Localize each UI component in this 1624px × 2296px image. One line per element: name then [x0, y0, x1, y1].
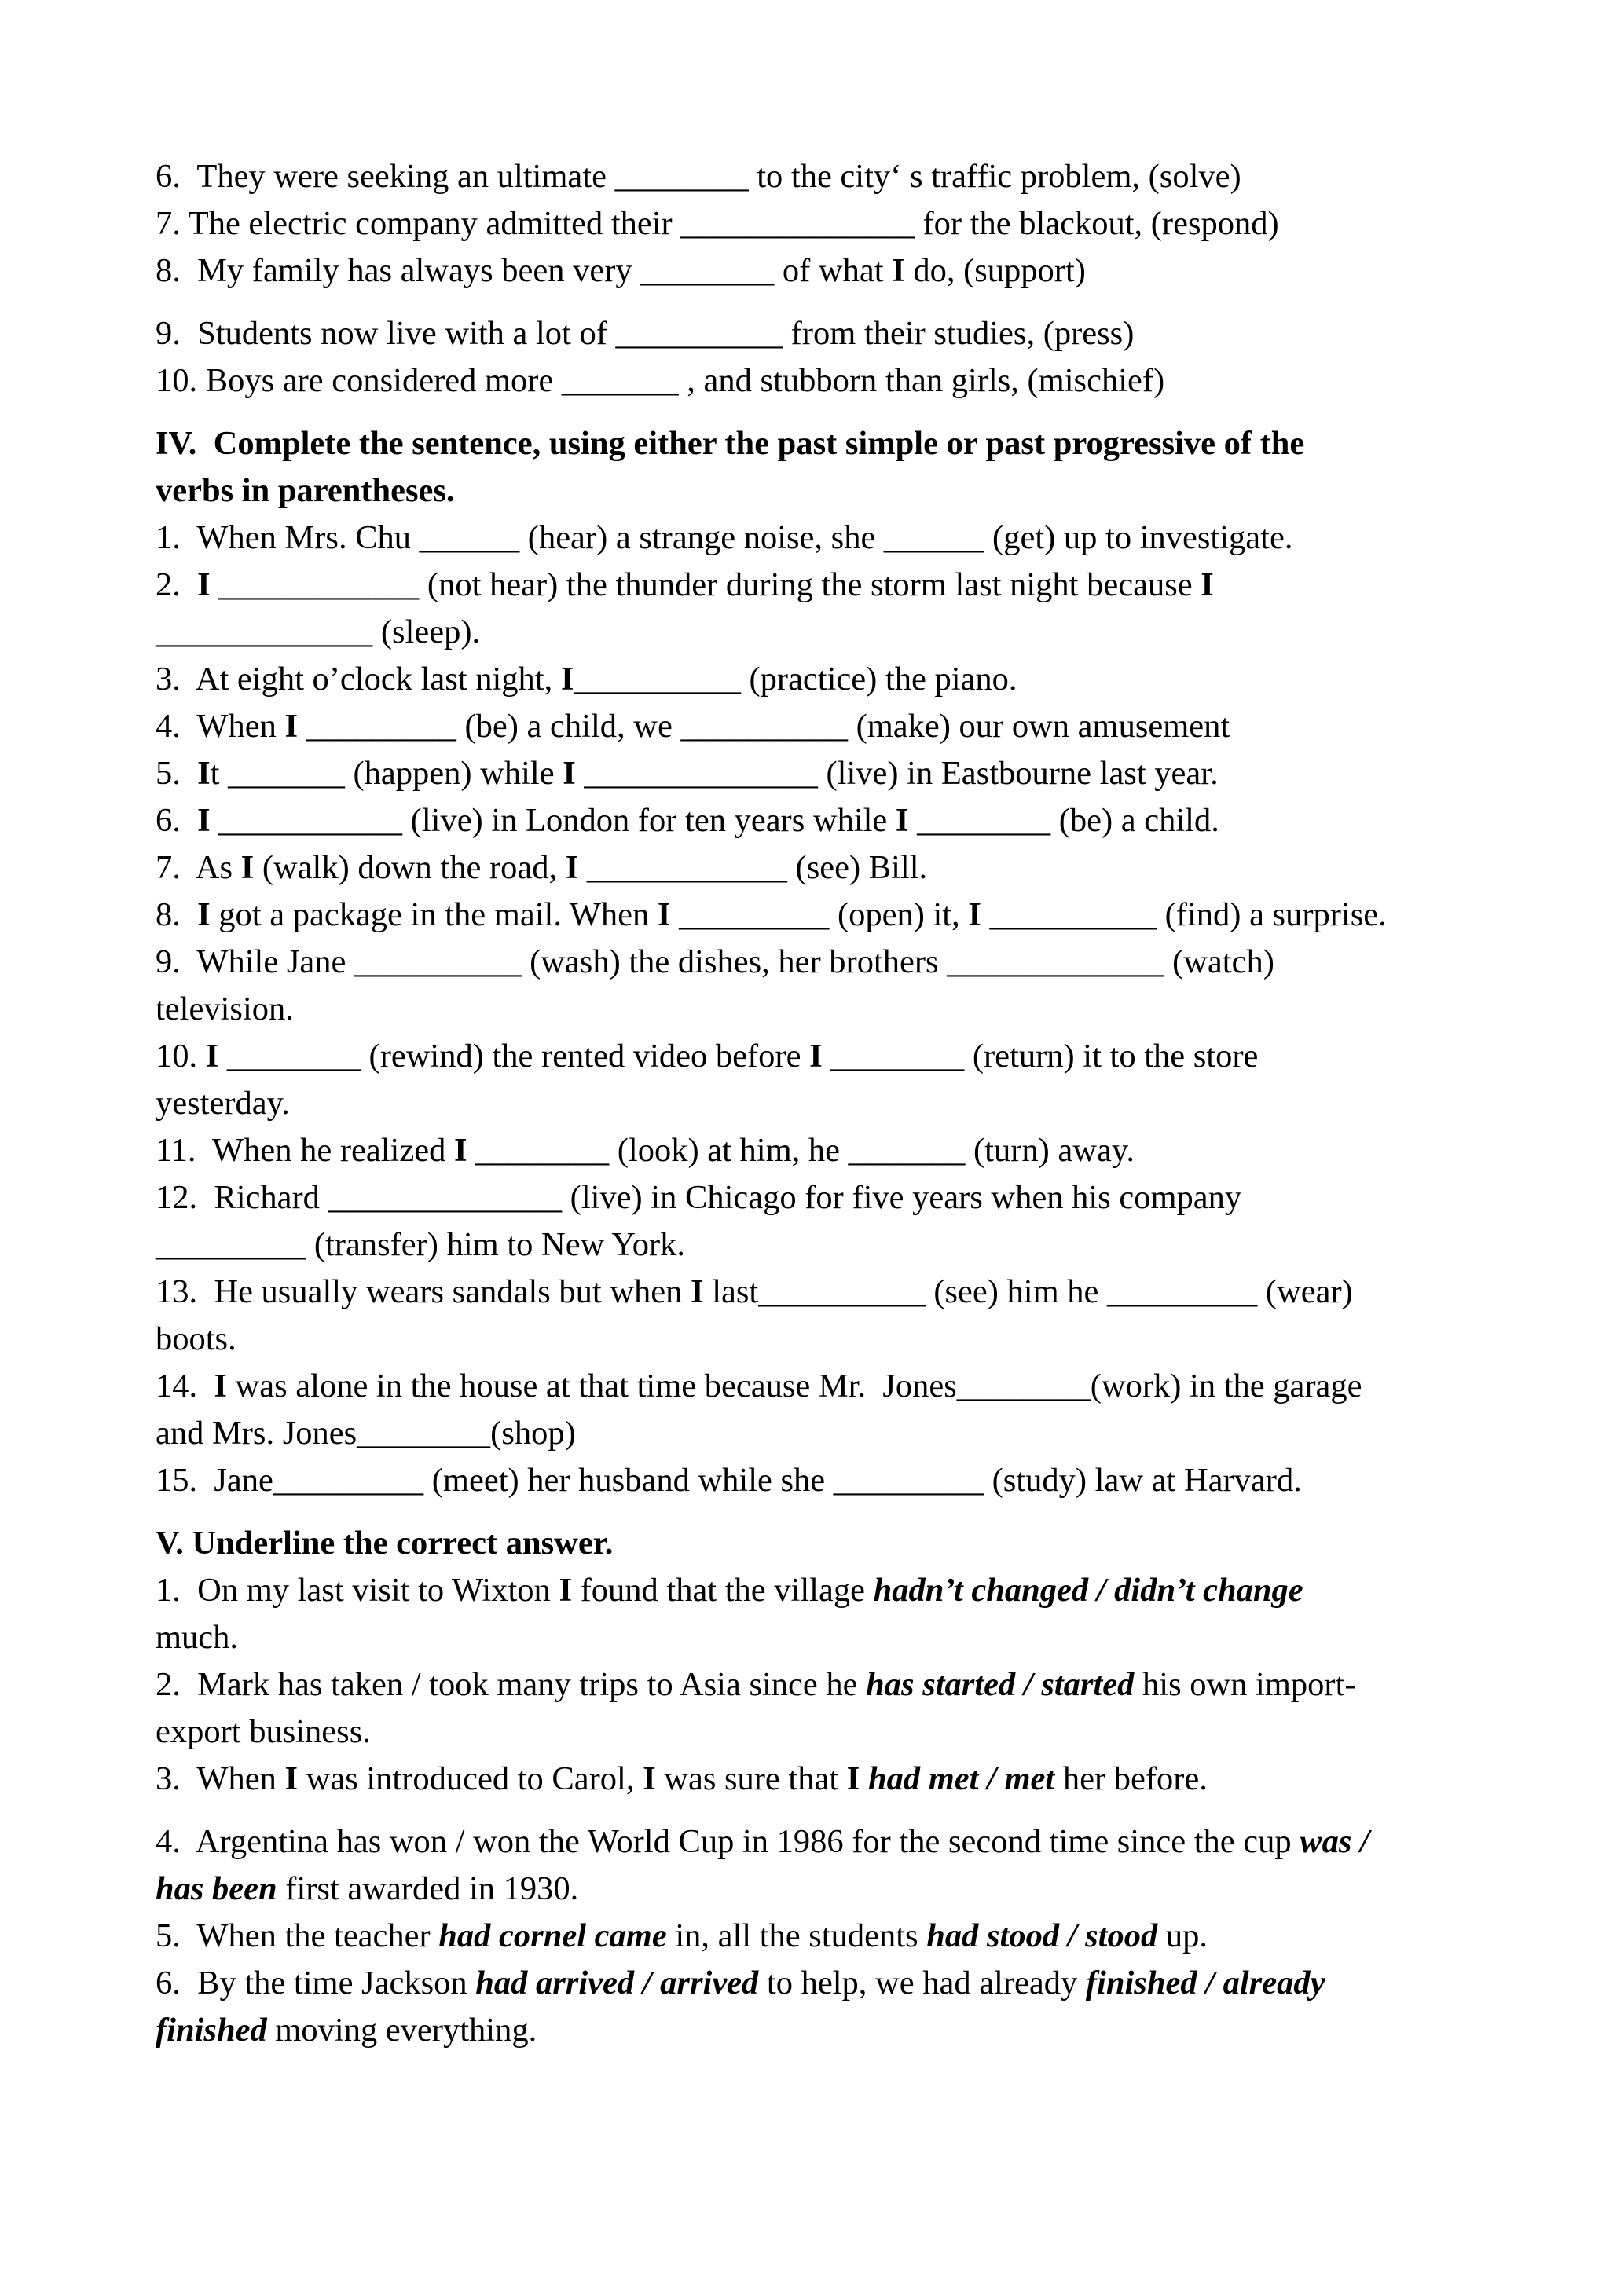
exercise-item: boots.	[156, 1320, 236, 1357]
exercise-item: 15. Jane_________ (meet) her husband while she _________ (study) law at Harvard.	[156, 1462, 1302, 1499]
exercise-item: 14. I was alone in the house at that time because Mr. Jones________(work) in the garage	[156, 1368, 1362, 1404]
exercise-item: yesterday.	[156, 1085, 290, 1122]
exercise-item: 4. When I _________ (be) a child, we __________ (make) our own amusement	[156, 708, 1230, 745]
exercise-item: 2. Mark has taken / took many trips to Asia since he has started / started his own import-	[156, 1666, 1356, 1703]
exercise-item: 8. My family has always been very ________ of what I do, (support)	[156, 252, 1086, 289]
section-4-heading-cont: verbs in parentheses.	[156, 472, 455, 509]
exercise-item: 2. I ____________ (not hear) the thunder during the storm last night because I	[156, 566, 1214, 603]
exercise-item: 5. It _______ (happen) while I ______________ (live) in Eastbourne last year.	[156, 755, 1219, 792]
exercise-item: 10. I ________ (rewind) the rented video before I ________ (return) it to the store	[156, 1038, 1259, 1075]
exercise-item: 7. As I (walk) down the road, I ____________ (see) Bill.	[156, 849, 928, 886]
exercise-item: 6. By the time Jackson had arrived / arrived to help, we had already finished / already	[156, 1965, 1325, 2001]
exercise-item: 9. While Jane __________ (wash) the dishes, her brothers _____________ (watch)	[156, 943, 1274, 980]
exercise-item: and Mrs. Jones________(shop)	[156, 1415, 576, 1452]
exercise-item: 10. Boys are considered more _______ , and stubborn than girls, (mischief)	[156, 362, 1165, 399]
exercise-item: 12. Richard ______________ (live) in Chicago for five years when his company	[156, 1179, 1242, 1216]
exercise-item: has been first awarded in 1930.	[156, 1870, 579, 1907]
section-5-heading: V. Underline the correct answer.	[156, 1525, 614, 1562]
exercise-item: finished moving everything.	[156, 2012, 537, 2049]
exercise-item: 7. The electric company admitted their ______________ for the blackout, (respond)	[156, 205, 1279, 242]
exercise-item: 6. I ___________ (live) in London for ten years while I ________ (be) a child.	[156, 802, 1219, 839]
exercise-item: _____________ (sleep).	[156, 613, 481, 650]
exercise-item: 11. When he realized I ________ (look) at him, he _______ (turn) away.	[156, 1132, 1135, 1169]
exercise-item: 13. He usually wears sandals but when I last__________ (see) him he _________ (wear)	[156, 1273, 1353, 1310]
exercise-item: 8. I got a package in the mail. When I _________ (open) it, I __________ (find) a surprise.	[156, 896, 1387, 933]
exercise-item: television.	[156, 991, 294, 1027]
exercise-item: export business.	[156, 1713, 371, 1750]
exercise-item: 9. Students now live with a lot of __________ from their studies, (press)	[156, 315, 1135, 352]
exercise-item: 5. When the teacher had cornel came in, all the students had stood / stood up.	[156, 1917, 1208, 1954]
exercise-item: _________ (transfer) him to New York.	[156, 1226, 686, 1263]
exercise-item: 1. On my last visit to Wixton I found that the village hadn’t changed / didn’t change	[156, 1572, 1303, 1609]
exercise-item: 4. Argentina has won / won the World Cup in 1986 for the second time since the cup was /	[156, 1823, 1369, 1860]
exercise-item: 6. They were seeking an ultimate ________ to the city‘ s traffic problem, (solve)	[156, 158, 1241, 195]
exercise-item: 3. At eight o’clock last night, I__________ (practice) the piano.	[156, 661, 1017, 698]
exercise-item: much.	[156, 1619, 239, 1656]
exercise-item: 1. When Mrs. Chu ______ (hear) a strange noise, she ______ (get) up to investigate.	[156, 519, 1293, 556]
exercise-item: 3. When I was introduced to Carol, I was sure that I had met / met her before.	[156, 1760, 1208, 1797]
section-4-heading: IV. Complete the sentence, using either the past simple or past progressive of the	[156, 425, 1305, 462]
